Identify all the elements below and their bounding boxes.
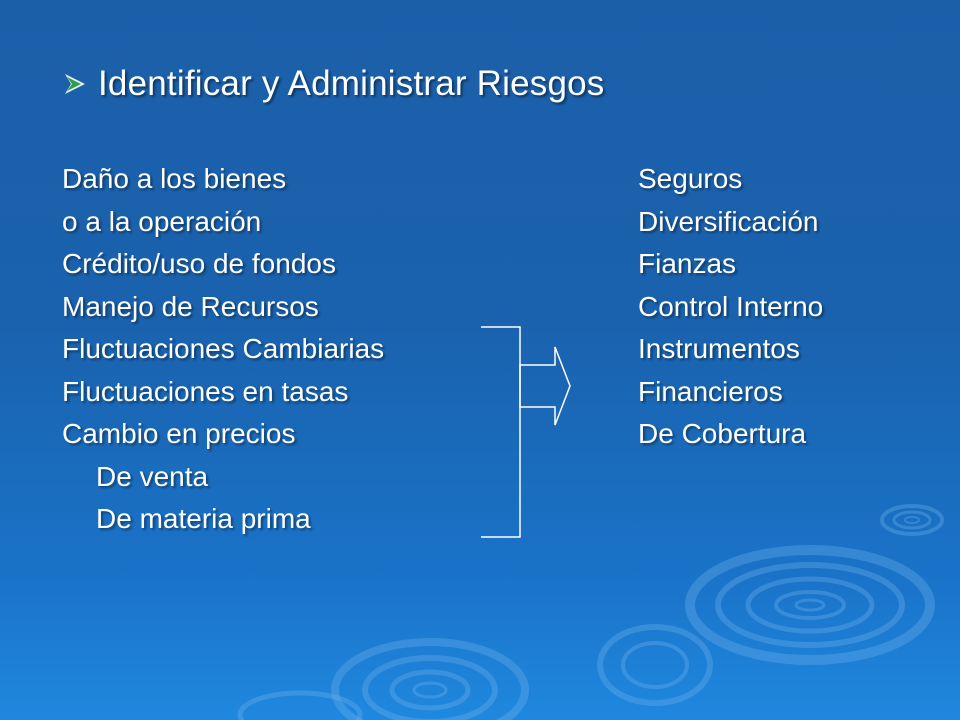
response-item: Control Interno: [638, 290, 824, 322]
risk-subitem: De venta: [96, 460, 209, 492]
response-item: De Cobertura: [638, 418, 807, 449]
risk-item: Cambio en precios: [62, 418, 296, 449]
response-item: Instrumentos: [638, 333, 800, 364]
response-item: Fianzas: [638, 248, 737, 279]
risk-item: Fluctuaciones Cambiarias: [62, 333, 385, 364]
risk-item: Daño a los bienes: [62, 163, 287, 194]
response-item: Financieros: [638, 375, 783, 407]
response-item: Diversificación: [638, 205, 819, 237]
slide-title-text: Identificar y Administrar Riesgos: [98, 64, 605, 103]
risks-list: [62, 158, 384, 541]
arrow-bullet-icon: [62, 71, 88, 97]
risk-item: Manejo de Recursos: [62, 290, 319, 322]
risk-item: Fluctuaciones en tasas: [62, 375, 349, 407]
risk-subitem: De materia prima: [96, 503, 311, 534]
responses-list: [638, 158, 823, 456]
risk-item: o a la operación: [62, 205, 262, 237]
response-item: Seguros: [638, 163, 743, 194]
risk-item: Crédito/uso de fondos: [62, 248, 336, 279]
slide-title: [62, 62, 605, 106]
